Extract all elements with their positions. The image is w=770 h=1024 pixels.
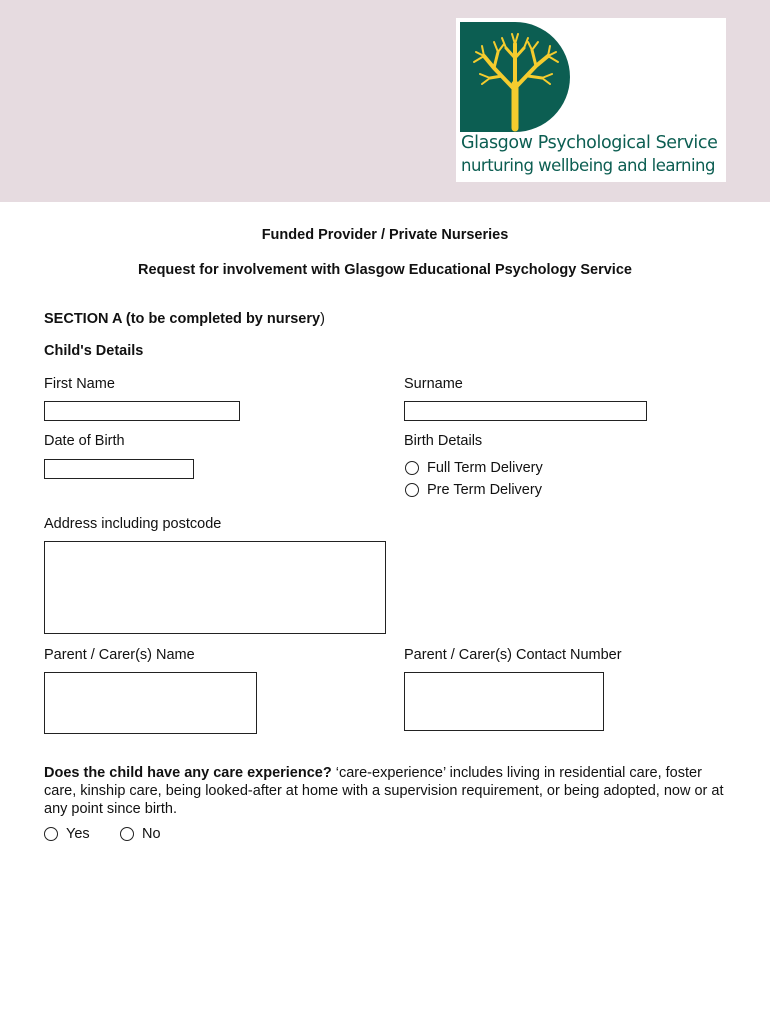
logo-name: Glasgow Psychological Service [461, 133, 718, 153]
pre-term-option[interactable] [405, 482, 542, 498]
address-field[interactable] [44, 541, 386, 634]
full-term-label: Full Term Delivery [427, 460, 543, 476]
logo [456, 18, 726, 182]
section-heading-bold: SECTION A (to be completed by nursery [44, 311, 321, 327]
parent-contact-field[interactable] [404, 672, 604, 731]
care-no-radio[interactable] [120, 827, 134, 841]
form-subtitle: Request for involvement with Glasgow Educational Psychology Service [138, 262, 632, 278]
care-no-option[interactable] [120, 826, 161, 842]
full-term-option[interactable] [405, 460, 543, 476]
surname-field[interactable] [404, 401, 647, 421]
full-term-radio[interactable] [405, 461, 419, 475]
date-of-birth-label: Date of Birth [44, 433, 125, 449]
logo-tagline: nurturing wellbeing and learning [461, 156, 715, 175]
care-yes-label: Yes [66, 826, 90, 842]
address-label: Address including postcode [44, 516, 222, 532]
surname-label: Surname [404, 376, 463, 392]
section-heading-close: ) [320, 311, 325, 327]
pre-term-radio[interactable] [405, 483, 419, 497]
care-question-bold: Does the child have any care experience? [44, 765, 332, 781]
care-explanation: ‘care-experience’ includes living in residential care, foster care, kinship care, being looked-after at home with a supervision requirement, or being adopted, now or at any point since birth. [44, 765, 724, 817]
birth-details-label: Birth Details [404, 433, 483, 449]
first-name-field[interactable] [44, 401, 240, 421]
care-yes-radio[interactable] [44, 827, 58, 841]
pre-term-label: Pre Term Delivery [427, 482, 542, 498]
date-of-birth-field[interactable] [44, 459, 194, 479]
tree-logo-icon [460, 22, 572, 132]
form-title: Funded Provider / Private Nurseries [261, 227, 509, 243]
care-no-label: No [142, 826, 161, 842]
section-heading [44, 311, 325, 327]
parent-contact-label: Parent / Carer(s) Contact Number [404, 647, 622, 663]
care-yes-option[interactable] [44, 826, 90, 842]
first-name-label: First Name [44, 376, 115, 392]
parent-name-label: Parent / Carer(s) Name [44, 647, 195, 663]
parent-name-field[interactable] [44, 672, 257, 734]
childs-details-heading: Child's Details [44, 343, 144, 359]
care-experience-question [44, 764, 734, 818]
